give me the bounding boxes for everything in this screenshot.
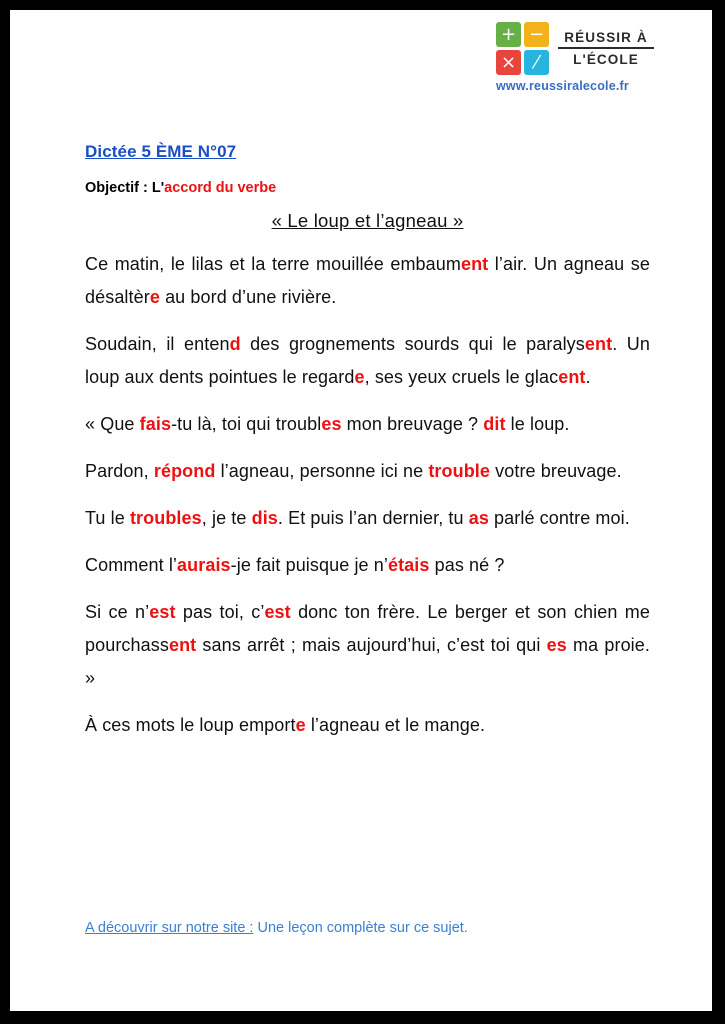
dictation-text [85,248,650,742]
story-title: « Le loup et l’agneau » [271,210,464,231]
highlighted-verb: d [229,334,241,354]
minus-icon: − [524,22,549,47]
text-run: l’agneau et le mange. [305,715,486,735]
text-run: votre breuvage. [490,461,622,481]
highlighted-verb: ent [558,367,586,387]
text-run: Comment l’ [85,555,178,575]
highlighted-verb: répond [153,461,216,481]
objective-value: accord du verbe [164,180,277,196]
multiply-icon: × [496,50,521,75]
footer-note [85,918,650,938]
footer-note-text: Une leçon complète sur ce sujet. [253,920,468,936]
text-run: sans arrêt ; mais aujourd’hui, c’est toi qui [196,635,547,655]
highlighted-verb: as [468,508,489,528]
highlighted-verb: e [354,367,365,387]
highlighted-verb: ent [460,254,489,274]
highlighted-verb: dis [251,508,278,528]
para-6 [85,549,650,582]
text-run: . Un loup aux dents pointues le regard [85,334,650,387]
text-run: Pardon, [85,461,154,481]
text-run: . [585,367,591,387]
brand-header [496,22,654,93]
highlighted-verb: fais [139,414,172,434]
highlighted-verb: est [149,602,176,622]
text-run: le loup. [505,414,570,434]
para-7 [85,596,650,695]
text-run: , ses yeux cruels le glac [364,367,559,387]
logo-line-1: RÉUSSIR À [564,30,648,45]
objective-label: Objectif : L' [85,180,165,196]
page-title: Dictée 5 ÈME N°07 [85,142,237,161]
text-run: des grognements sourds qui le paralys [240,334,585,354]
text-run: donc ton frère. Le berger et son chien me pourchass [85,602,651,655]
logo-divider [558,47,654,49]
logo [496,22,654,75]
logo-wordmark [558,29,654,68]
text-run: pas toi, c’ [175,602,265,622]
para-1 [85,248,650,314]
footer-link[interactable]: A découvrir sur notre site : [85,920,254,936]
text-run: , je te [201,508,252,528]
highlighted-verb: es [321,414,342,434]
plus-icon: + [496,22,521,47]
text-run: pas né ? [429,555,505,575]
highlighted-verb: dit [483,414,506,434]
text-run: « Que [85,414,140,434]
para-5 [85,502,650,535]
text-run: -je fait puisque je n’ [230,555,388,575]
text-run: À ces mots le loup emport [85,715,296,735]
text-run: mon breuvage ? [341,414,484,434]
text-run: ma proie. » [85,635,650,688]
highlighted-verb: est [264,602,291,622]
para-8 [85,709,650,742]
para-4 [85,455,650,488]
text-run: -tu là, toi qui troubl [171,414,322,434]
logo-line-2: L'ÉCOLE [573,52,639,67]
highlighted-verb: étais [387,555,430,575]
logo-icon-grid [496,22,549,75]
para-3 [85,408,650,441]
divide-percent-icon: ⁄ [524,50,549,75]
text-run: . Et puis l’an dernier, tu [277,508,469,528]
highlighted-verb: e [295,715,306,735]
highlighted-verb: es [546,635,567,655]
para-2 [85,328,650,394]
text-run: Si ce n’ [85,602,150,622]
highlighted-verb: trouble [428,461,491,481]
website-url[interactable]: www.reussiralecole.fr [496,79,629,93]
text-run: Ce matin, le lilas et la terre mouillée embaum [85,254,461,274]
highlighted-verb: ent [168,635,197,655]
text-run: l’air. Un agneau se désaltèr [85,254,650,307]
highlighted-verb: e [149,287,160,307]
highlighted-verb: aurais [177,555,231,575]
highlighted-verb: troubles [129,508,202,528]
document-page [10,10,712,1011]
highlighted-verb: ent [584,334,613,354]
document-body [85,142,650,742]
text-run: l’agneau, personne ici ne [215,461,429,481]
objective-line [85,180,650,196]
text-run: Tu le [85,508,130,528]
text-run: au bord d’une rivière. [159,287,337,307]
text-run: Soudain, il enten [85,334,230,354]
text-run: parlé contre moi. [488,508,630,528]
